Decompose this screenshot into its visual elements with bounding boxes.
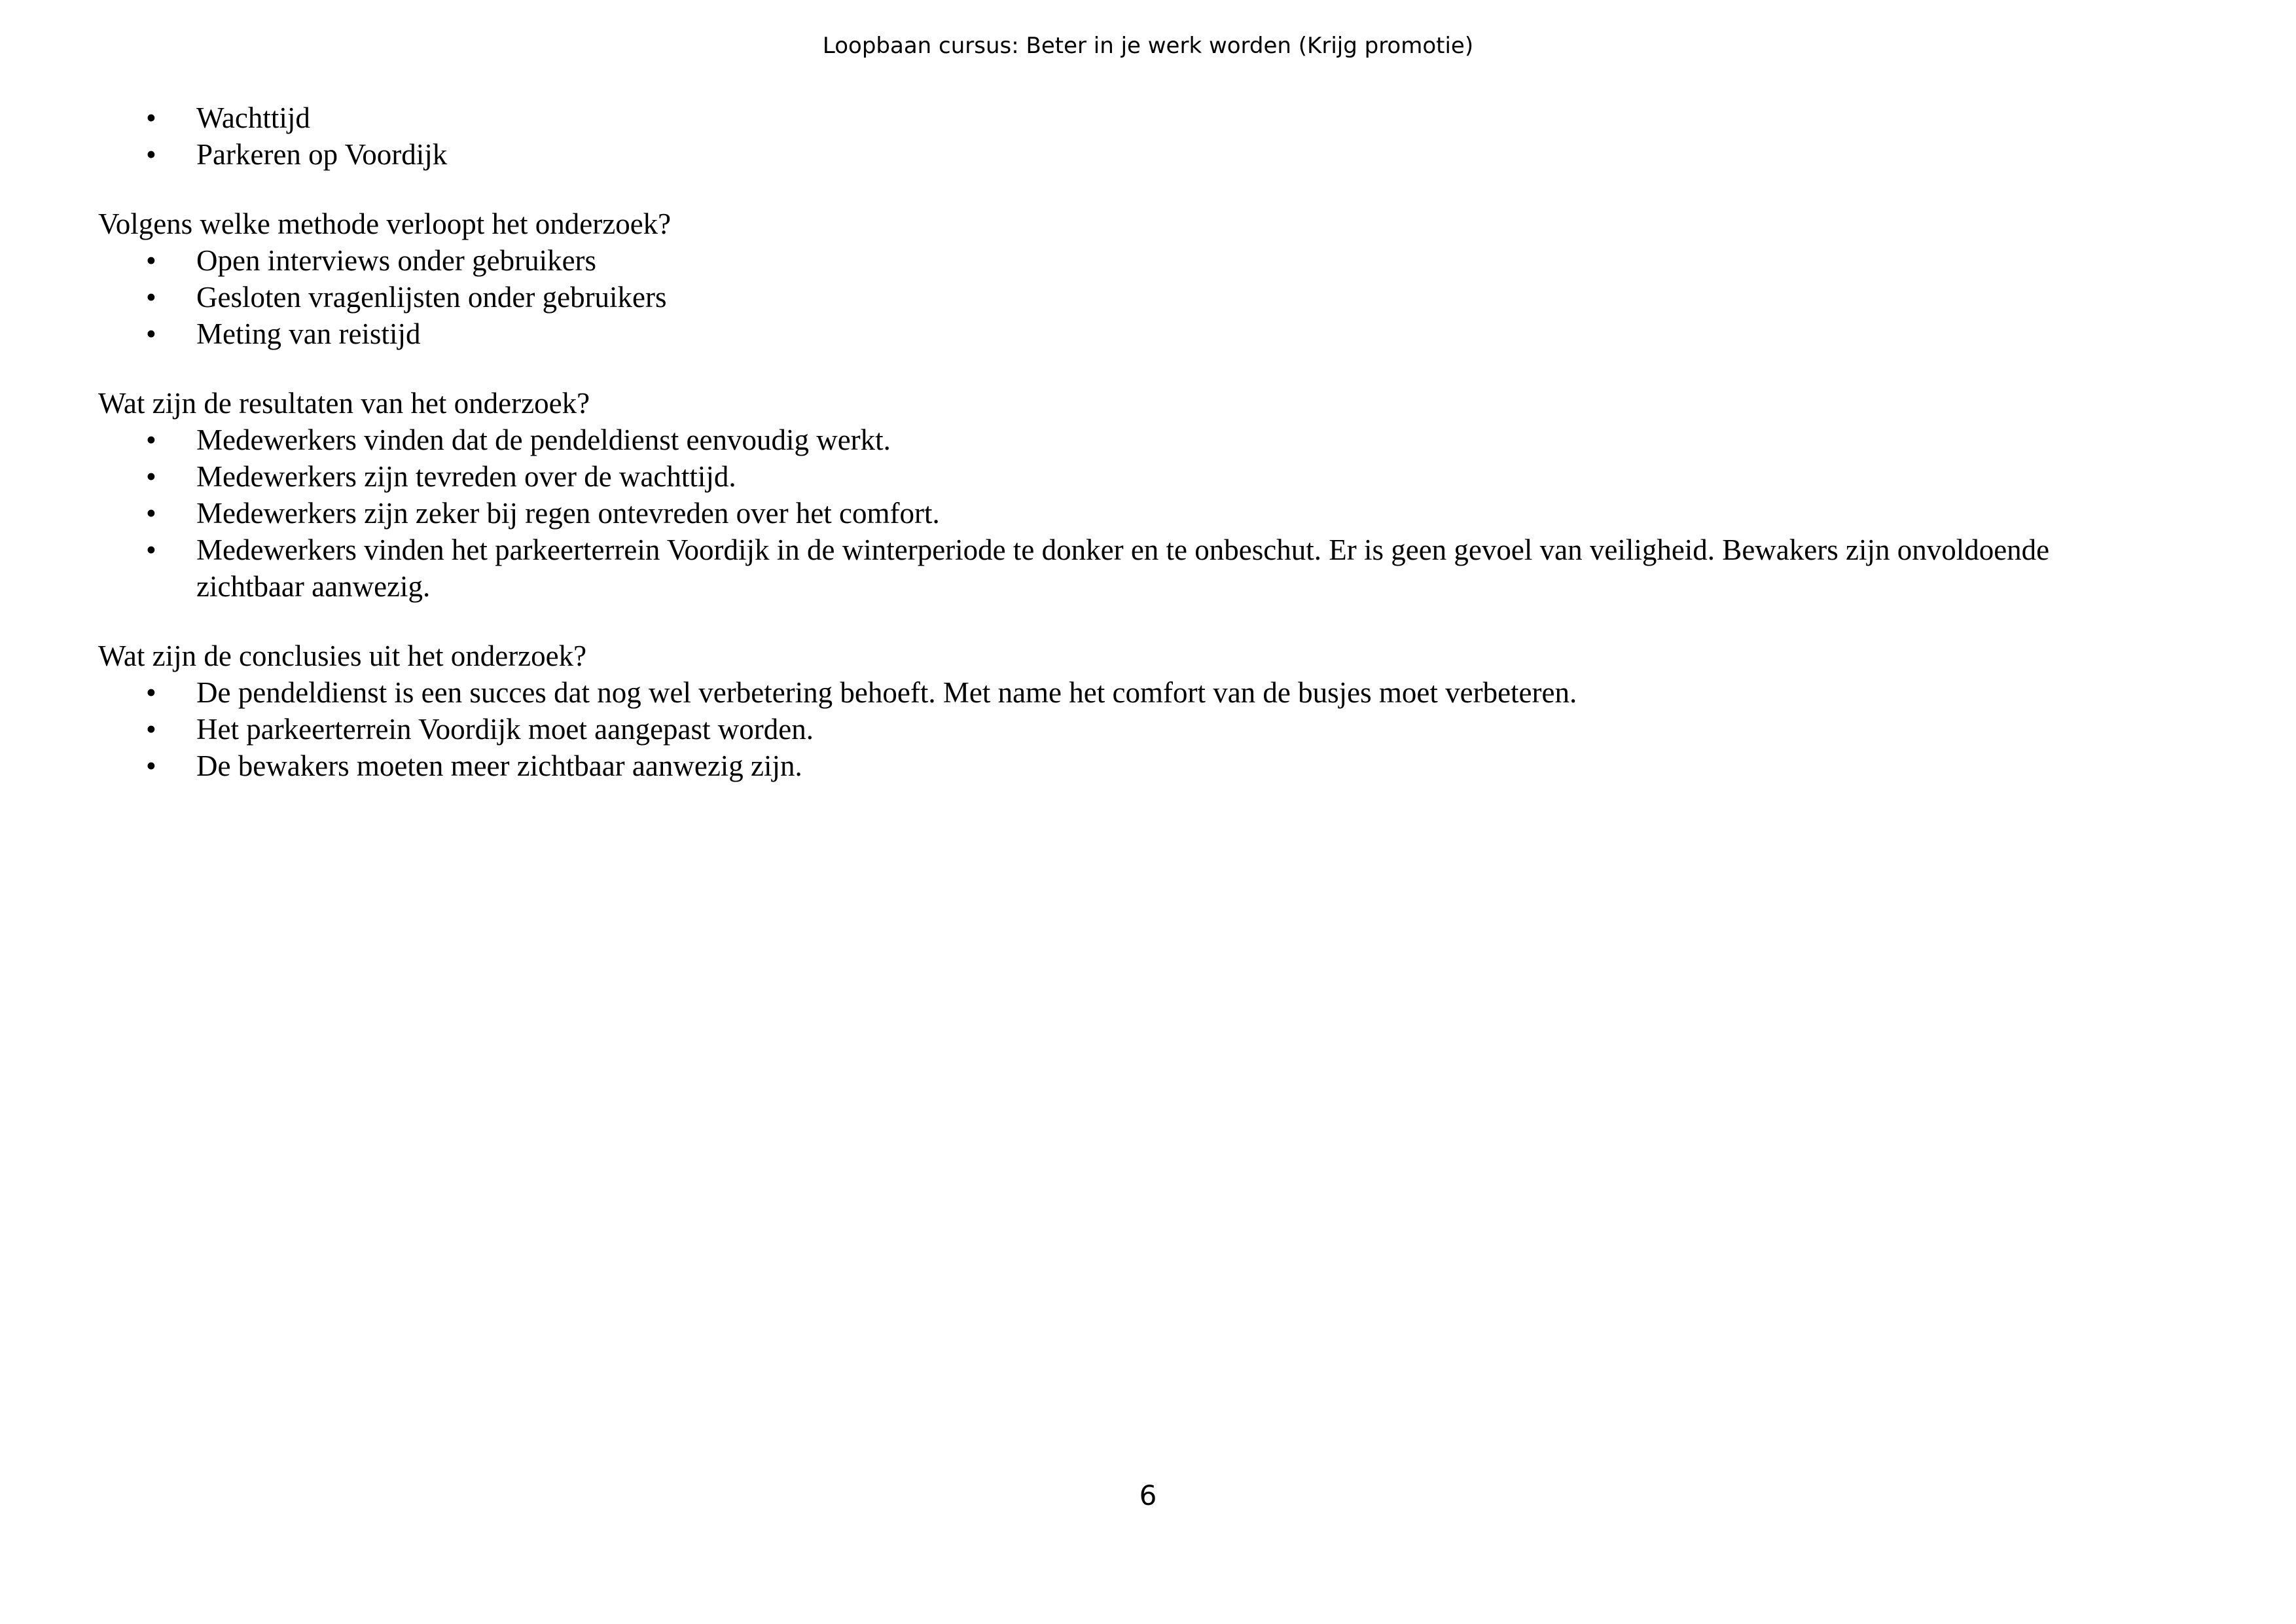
section-question-conclusions: Wat zijn de conclusies uit het onderzoek? (98, 640, 587, 672)
document-body (98, 99, 2094, 784)
bullet-icon: • (146, 676, 156, 709)
list-item-text: Wachttijd (196, 101, 310, 134)
list-item (98, 279, 2094, 316)
list-item-text: Medewerkers zijn tevreden over de wachttijd. (196, 460, 736, 493)
list-item (98, 532, 2094, 605)
list-item-text: Meting van reistijd (196, 317, 421, 350)
list-item-text: Open interviews onder gebruikers (196, 244, 597, 277)
list-item-text: Medewerkers vinden dat de pendeldienst eenvoudig werkt. (196, 424, 891, 456)
bullet-icon: • (146, 138, 156, 171)
list-item-text: Medewerkers vinden het parkeerterrein Voordijk in de winterperiode te donker en te onbeschut. Er is geen gevoel van veiligheid. Bewakers zijn onvoldoende zichtbaar aanwezig. (196, 533, 2050, 603)
section-question-results: Wat zijn de resultaten van het onderzoek? (98, 387, 590, 420)
list-item-text: Medewerkers zijn zeker bij regen ontevreden over het comfort. (196, 497, 940, 530)
list-item (98, 748, 2094, 784)
bullet-icon: • (146, 749, 156, 782)
list-item-text: De bewakers moeten meer zichtbaar aanwezig zijn. (196, 749, 802, 782)
spacer (98, 352, 2094, 385)
list-item (98, 422, 2094, 458)
bullet-icon: • (146, 533, 156, 566)
page-number: 6 (1139, 1479, 1157, 1511)
method-list (98, 242, 2094, 352)
spacer (98, 173, 2094, 206)
conclusions-list (98, 674, 2094, 784)
bullet-icon: • (146, 497, 156, 530)
list-item (98, 136, 2094, 173)
list-item (98, 242, 2094, 279)
bullet-icon: • (146, 424, 156, 456)
list-item-text: Parkeren op Voordijk (196, 138, 448, 171)
results-list (98, 422, 2094, 605)
bullet-icon: • (146, 317, 156, 350)
list-item (98, 99, 2094, 136)
bullet-icon: • (146, 713, 156, 746)
list-item-text: Gesloten vragenlijsten onder gebruikers (196, 281, 667, 314)
bullet-icon: • (146, 281, 156, 314)
spacer (98, 605, 2094, 638)
list-item (98, 674, 2094, 711)
page-header: Loopbaan cursus: Beter in je werk worden (Krijg promotie) (822, 33, 1474, 59)
bullet-icon: • (146, 101, 156, 134)
list-item-text: Het parkeerterrein Voordijk moet aangepast worden. (196, 713, 814, 746)
section-question-method: Volgens welke methode verloopt het onderzoek? (98, 208, 672, 240)
bullet-icon: • (146, 460, 156, 493)
list-item (98, 495, 2094, 532)
list-item (98, 711, 2094, 748)
list-item (98, 458, 2094, 495)
list-item (98, 316, 2094, 352)
bullet-icon: • (146, 244, 156, 277)
intro-list (98, 99, 2094, 173)
list-item-text: De pendeldienst is een succes dat nog wel verbetering behoeft. Met name het comfort van de busjes moet verbeteren. (196, 676, 1577, 709)
